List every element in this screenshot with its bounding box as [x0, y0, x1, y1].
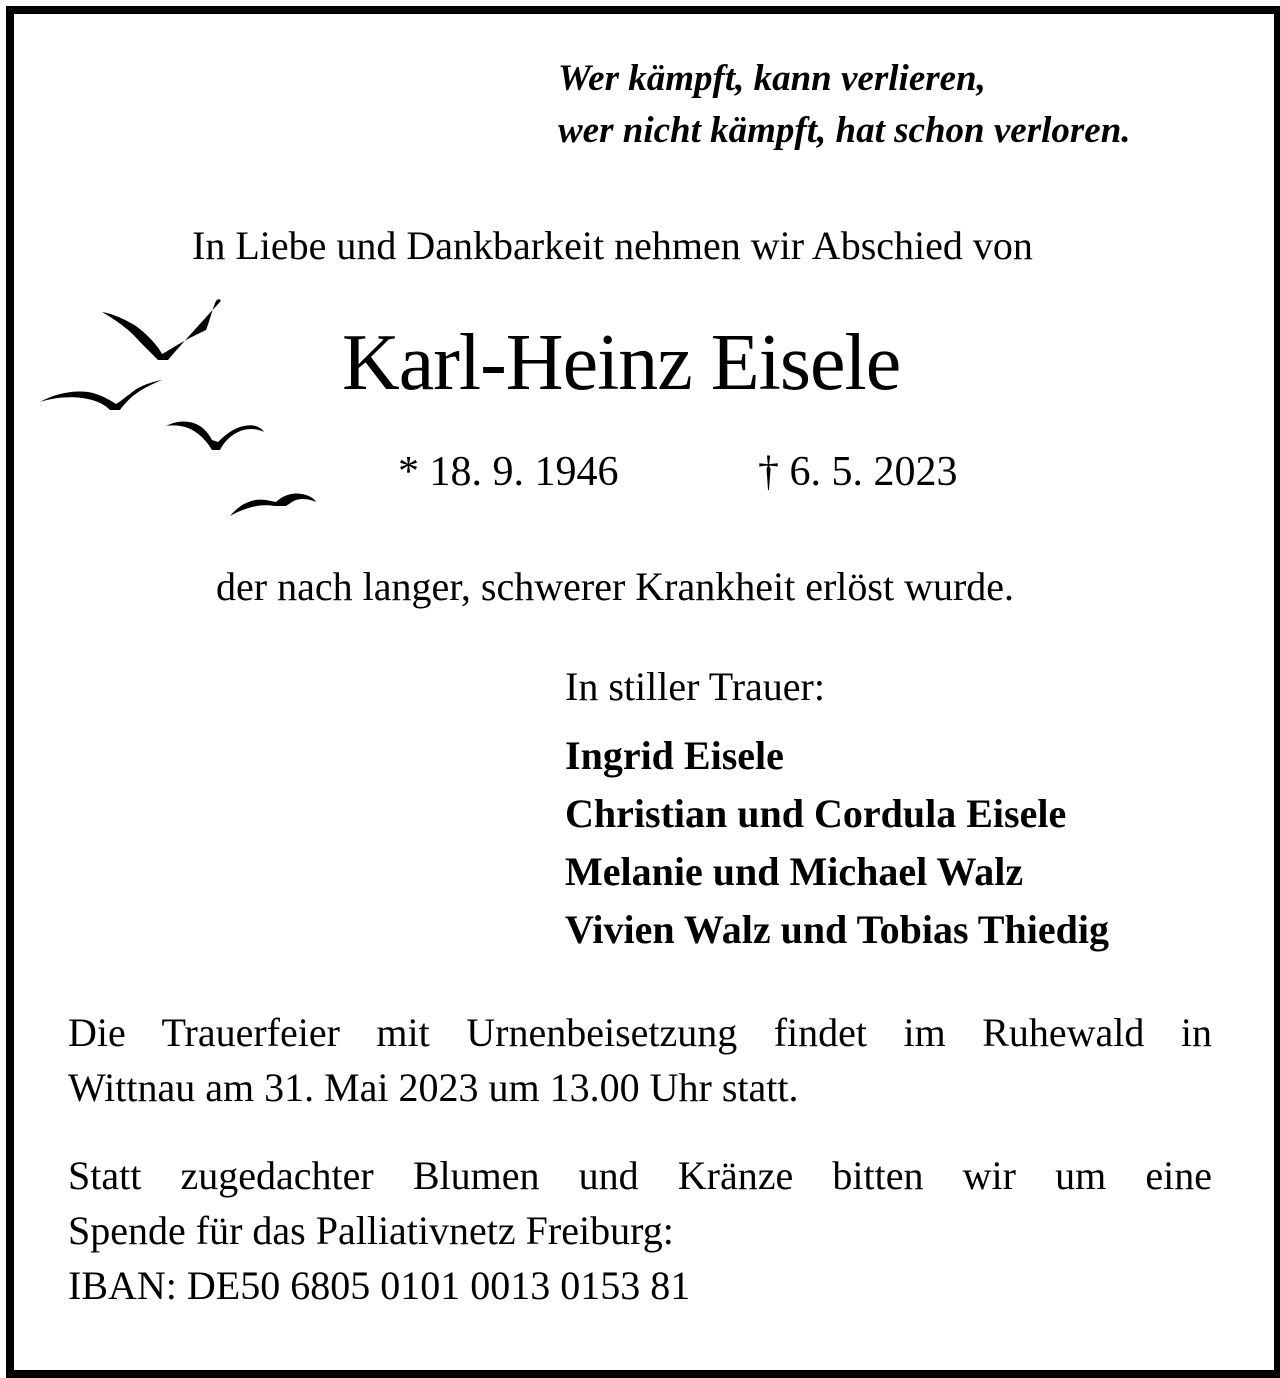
quote-line-1: Wer kämpft, kann verlieren, — [558, 58, 986, 99]
mourner-name: Melanie und Michael Walz — [565, 849, 1024, 894]
mourner-name: Vivien Walz und Tobias Thiedig — [565, 907, 1109, 952]
donation-line-1: Statt zugedachter Blumen und Kränze bitten wir um eine — [68, 1153, 1212, 1198]
ceremony-paragraph — [68, 1005, 1212, 1115]
mourner-name: Ingrid Eisele — [565, 733, 784, 778]
donation-paragraph — [68, 1148, 1212, 1313]
intro-text: In Liebe und Dankbarkeit nehmen wir Abschied von — [192, 223, 1033, 268]
donation-line-2: Spende für das Palliativnetz Freiburg: — [68, 1208, 674, 1253]
mourner-name: Christian und Cordula Eisele — [565, 791, 1067, 836]
iban-line: IBAN: DE50 6805 0101 0013 0153 81 — [68, 1263, 691, 1308]
after-text: der nach langer, schwerer Krankheit erlöst wurde. — [216, 564, 1015, 609]
bird-1-icon — [102, 299, 221, 360]
ceremony-line-1: Die Trauerfeier mit Urnenbeisetzung findet im Ruhewald in — [68, 1010, 1212, 1055]
flying-birds-icon — [30, 290, 330, 540]
ceremony-line-2: Wittnau am 31. Mai 2023 um 13.00 Uhr statt. — [68, 1065, 799, 1110]
birth-date: * 18. 9. 1946 — [398, 449, 619, 495]
bird-2-icon — [40, 380, 162, 410]
bird-3-icon — [166, 422, 264, 451]
bird-4-icon — [230, 493, 316, 516]
death-date: † 6. 5. 2023 — [758, 449, 958, 495]
quote-line-2: wer nicht kämpft, hat schon verloren. — [558, 110, 1131, 151]
mourning-label: In stiller Trauer: — [565, 664, 825, 709]
deceased-name: Karl-Heinz Eisele — [342, 319, 901, 407]
